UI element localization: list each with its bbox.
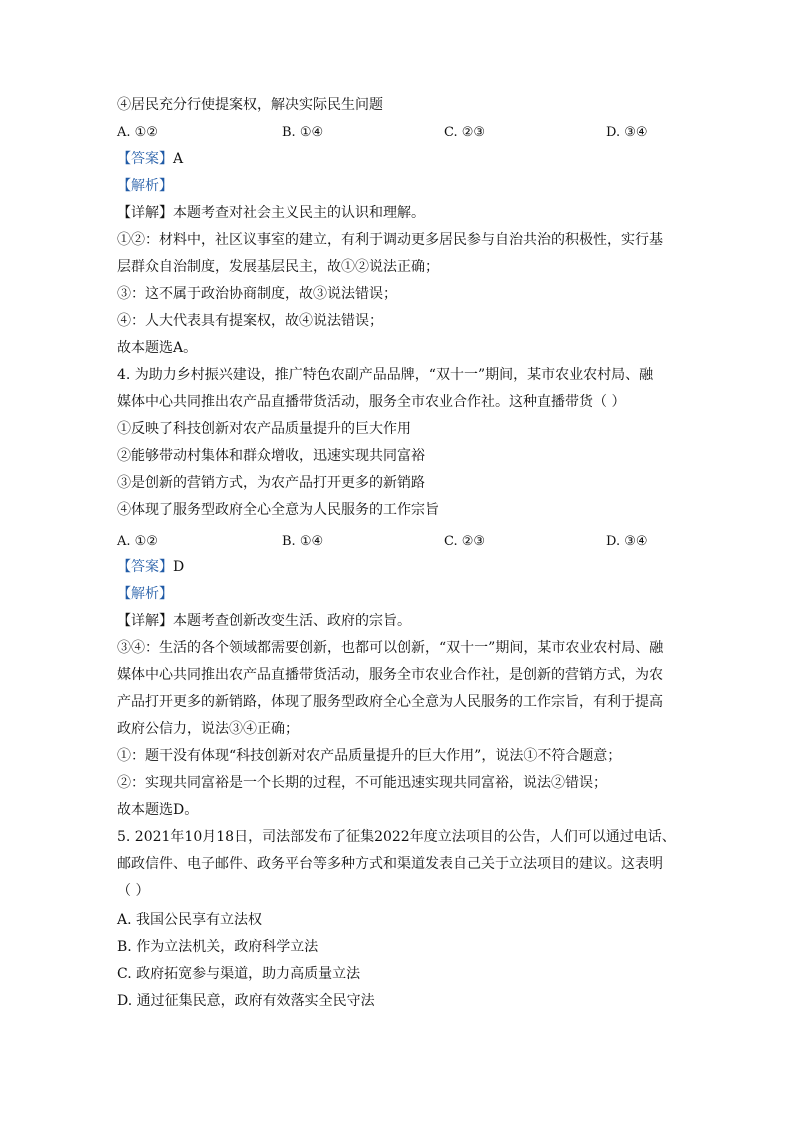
q4-choice-b: B. ①④ (282, 534, 324, 549)
q4-option-3: ③是创新的营销方式，为农产品打开更多的新销路 (117, 475, 425, 491)
q3-explain-line: ①②：材料中，社区议事室的建立，有利于调动更多居民参与自治共治的积极性，实行基 (117, 232, 663, 248)
q5-stem-line: （ ） (117, 883, 150, 899)
analysis-tag: 【解析】 (117, 586, 173, 602)
q3-detail (117, 203, 425, 223)
q4-choice-c: C. ②③ (444, 534, 486, 549)
q3-option-4: ④居民充分行使提案权，解决实际民生问题 (117, 97, 383, 113)
q4-option-4: ④体现了服务型政府全心全意为人民服务的工作宗旨 (117, 502, 439, 518)
q3-explain-line: ④：人大代表具有提案权，故④说法错误； (117, 313, 383, 329)
detail-text: 本题考查对社会主义民主的认识和理解。 (173, 205, 425, 221)
q4-explain-line: 政府公信力，说法③④正确； (117, 721, 299, 737)
q4-choices (117, 532, 677, 552)
q3-explain-line: 层群众自治制度，发展基层民主，故①②说法正确； (117, 259, 439, 275)
q4-detail (117, 611, 411, 631)
q4-option-1: ①反映了科技创新对农产品质量提升的巨大作用 (117, 421, 411, 437)
q4-conclusion: 故本题选D。 (117, 802, 199, 818)
q4-option-2: ②能够带动村集体和群众增收，迅速实现共同富裕 (117, 448, 425, 464)
answer-value: A (173, 151, 184, 167)
q5-option-c: C. 政府拓宽参与渠道，助力高质量立法 (117, 966, 361, 982)
q4-explain-line: 媒体中心共同推出农产品直播带货活动，服务全市农业合作社，是创新的营销方式，为农 (117, 667, 663, 683)
q4-explain-line: ①：题干没有体现“科技创新对农产品质量提升的巨大作用”，说法①不符合题意； (117, 748, 622, 764)
detail-tag: 【详解】 (117, 613, 173, 629)
q3-choice-a: A. ①② (117, 125, 158, 140)
q4-stem-line: 媒体中心共同推出农产品直播带货活动，服务全市农业合作社。这种直播带货（ ） (117, 394, 626, 410)
q5-stem-line: 5. 2021年10月18日，司法部发布了征集2022年度立法项目的公告，人们可以通过电话、 (117, 829, 676, 845)
q3-analysis (117, 176, 173, 196)
detail-text: 本题考查创新改变生活、政府的宗旨。 (173, 613, 411, 629)
q5-option-d: D. 通过征集民意，政府有效落实全民守法 (117, 993, 375, 1009)
q3-answer (117, 149, 183, 169)
q3-conclusion: 故本题选A。 (117, 340, 198, 356)
analysis-tag: 【解析】 (117, 178, 173, 194)
q4-stem-line: 4. 为助力乡村振兴建设，推广特色农副产品品牌，“双十一”期间，某市农业农村局、融 (117, 367, 654, 383)
q4-explain-line: ③④：生活的各个领域都需要创新，也都可以创新，“双十一”期间，某市农业农村局、融 (117, 640, 664, 656)
q4-analysis (117, 584, 173, 604)
detail-tag: 【详解】 (117, 205, 173, 221)
q3-choice-c: C. ②③ (444, 125, 486, 140)
q4-answer (117, 557, 184, 577)
q3-explain-line: ③：这不属于政治协商制度，故③说法错误； (117, 286, 397, 302)
q5-stem-line: 邮政信件、电子邮件、政务平台等多种方式和渠道发表自己关于立法项目的建议。这表明 (117, 856, 663, 872)
answer-value: D (173, 559, 185, 575)
q3-choices (117, 123, 677, 143)
answer-tag: 【答案】 (117, 559, 173, 575)
q4-explain-line: 产品打开更多的新销路，体现了服务型政府全心全意为人民服务的工作宗旨，有利于提高 (117, 694, 663, 710)
q3-choice-b: B. ①④ (282, 125, 324, 140)
q5-option-a: A. 我国公民享有立法权 (117, 912, 263, 928)
q4-choice-d: D. ③④ (606, 534, 648, 549)
q4-explain-line: ②：实现共同富裕是一个长期的过程，不可能迅速实现共同富裕，说法②错误； (117, 775, 607, 791)
q3-choice-d: D. ③④ (606, 125, 648, 140)
q5-option-b: B. 作为立法机关，政府科学立法 (117, 939, 319, 955)
q4-choice-a: A. ①② (117, 534, 158, 549)
answer-tag: 【答案】 (117, 151, 173, 167)
